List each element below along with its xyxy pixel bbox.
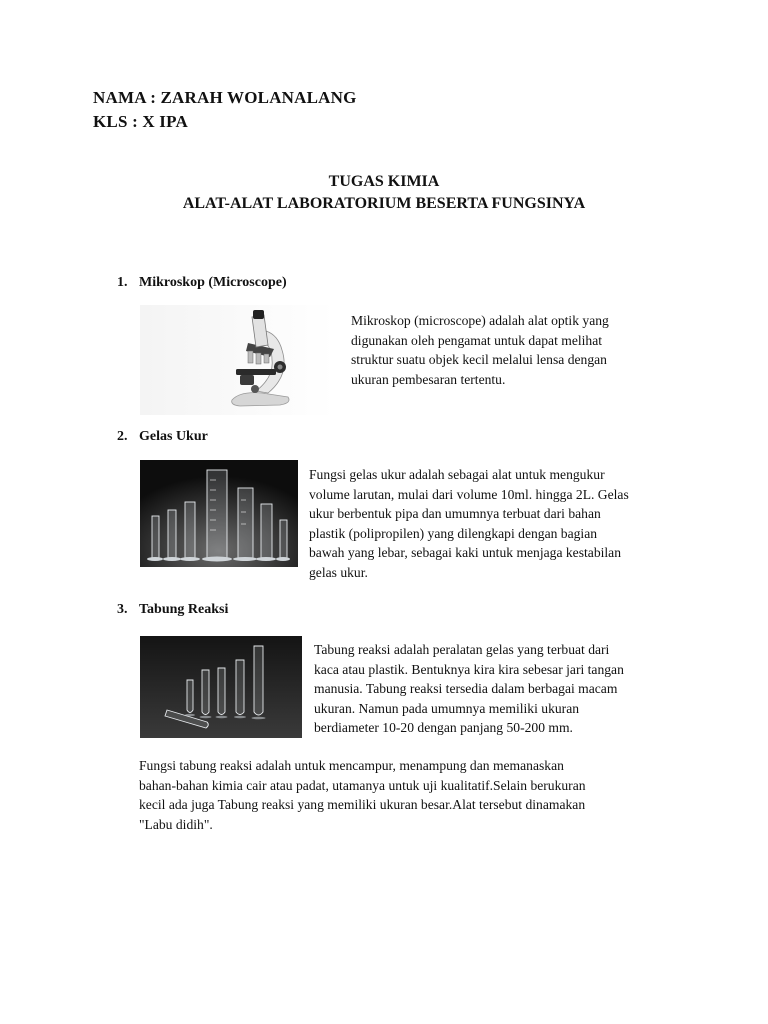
item-number: 3. bbox=[117, 602, 128, 617]
item-title: Gelas Ukur bbox=[139, 429, 208, 444]
text-line: struktur suatu objek kecil melalui lensa dengan bbox=[351, 352, 607, 368]
text-line: ukur berbentuk pipa dan umumnya terbuat dari bahan bbox=[309, 506, 601, 522]
test-tube-image bbox=[140, 636, 302, 738]
item-title: Tabung Reaksi bbox=[139, 602, 229, 617]
test-tube-icon bbox=[140, 636, 302, 738]
text-line: manusia. Tabung reaksi tersedia dalam berbagai macam bbox=[314, 681, 618, 697]
text-line: ukuran pembesaran tertentu. bbox=[351, 371, 506, 387]
microscope-image bbox=[140, 305, 335, 415]
text-line: bahan-bahan kimia cair atau padat, utamanya untuk uji kualitatif.Selain berukuran bbox=[139, 777, 586, 793]
item-title: Mikroskop (Microscope) bbox=[139, 275, 287, 290]
text-line: kecil ada juga Tabung reaksi yang memiliki ukuran besar.Alat tersebut dinamakan bbox=[139, 797, 586, 813]
test-tube-function-paragraph bbox=[139, 756, 586, 834]
text-line: bawah yang lebar, sebagai kaki untuk menjaga kestabilan bbox=[309, 545, 621, 561]
microscope-icon bbox=[140, 305, 335, 415]
item-number: 2. bbox=[117, 429, 128, 444]
text-line: Fungsi gelas ukur adalah sebagai alat untuk mengukur bbox=[309, 467, 605, 482]
text-line: gelas ukur. bbox=[309, 564, 368, 580]
graduated-cylinder-image bbox=[140, 460, 298, 567]
text-line: berdiameter 10-20 dengan panjang 50-200 mm. bbox=[314, 720, 573, 736]
test-tube-description bbox=[314, 640, 624, 738]
graduated-cylinder-icon bbox=[140, 460, 298, 567]
graduated-cylinder-description bbox=[309, 465, 629, 583]
text-line: Fungsi tabung reaksi adalah untuk mencampur, menampung dan memanaskan bbox=[139, 758, 564, 773]
text-line: kaca atau plastik. Bentuknya kira kira sebesar jari tangan bbox=[314, 661, 624, 677]
text-line: Mikroskop (microscope) adalah alat optik yang bbox=[351, 313, 609, 328]
item-number: 1. bbox=[117, 275, 128, 290]
text-line: ukuran. Namun pada umumnya memiliki ukuran bbox=[314, 700, 580, 716]
text-line: volume larutan, mulai dari volume 10ml. hingga 2L. Gelas bbox=[309, 486, 629, 502]
text-line: digunakan oleh pengamat untuk dapat melihat bbox=[351, 332, 603, 348]
text-line: "Labu didih". bbox=[139, 816, 213, 832]
student-class: KLS : X IPA bbox=[93, 112, 188, 131]
item-heading-microscope bbox=[117, 275, 287, 291]
student-name: NAMA : ZARAH WOLANALANG bbox=[93, 88, 357, 107]
microscope-description bbox=[351, 311, 609, 389]
document-subtitle: ALAT-ALAT LABORATORIUM BESERTA FUNGSINYA bbox=[182, 195, 586, 212]
text-line: Tabung reaksi adalah peralatan gelas yang terbuat dari bbox=[314, 642, 610, 657]
item-heading-graduated-cylinder bbox=[117, 429, 208, 445]
text-line: plastik (polipropilen) yang dilengkapi dengan bagian bbox=[309, 525, 598, 541]
document-title: TUGAS KIMIA bbox=[328, 173, 440, 190]
item-heading-test-tube bbox=[117, 602, 228, 618]
